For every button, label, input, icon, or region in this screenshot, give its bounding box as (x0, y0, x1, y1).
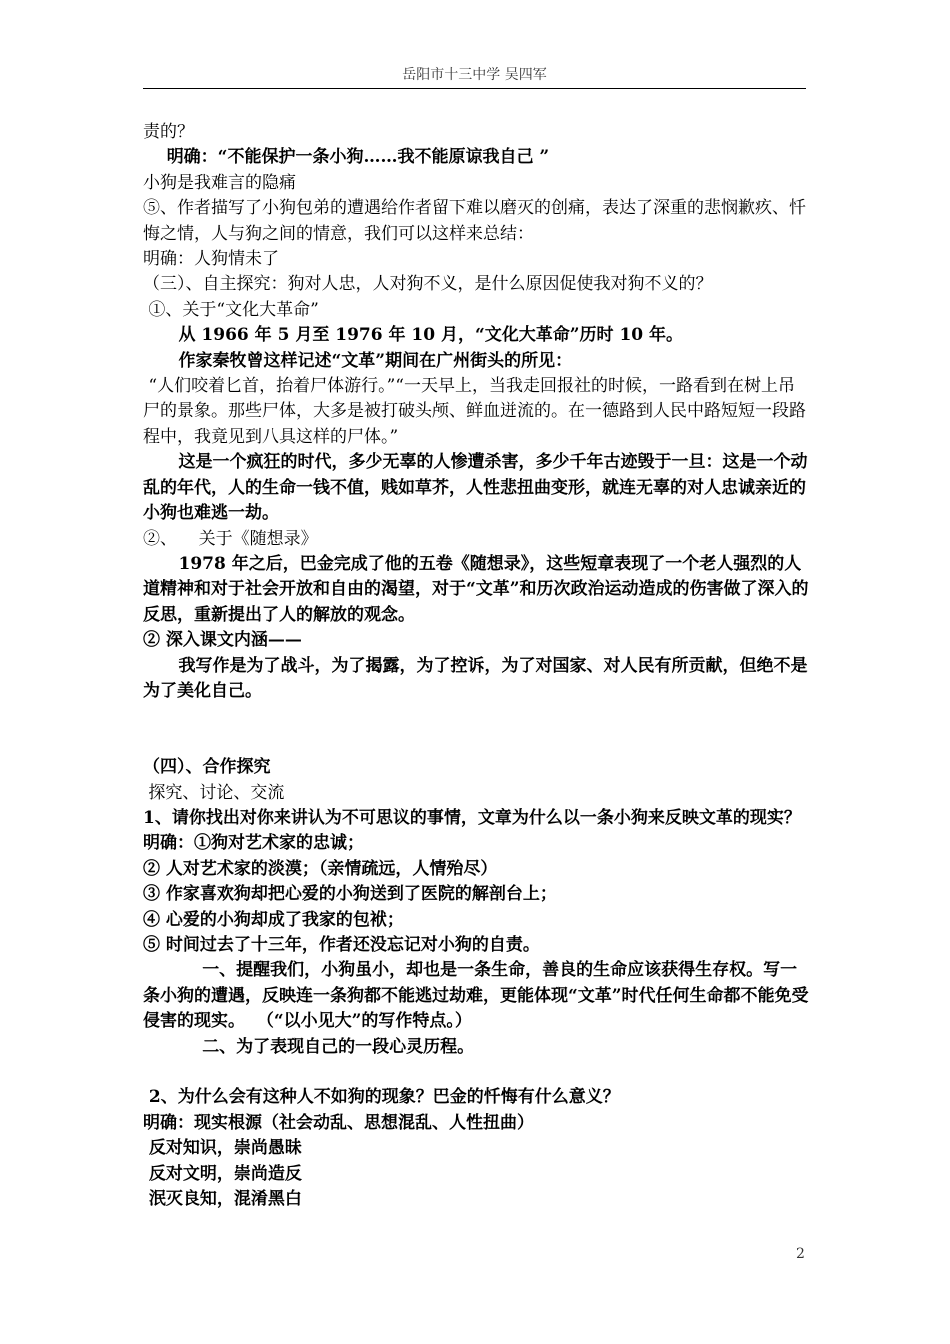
text-paragraph: 一、提醒我们，小狗虽小，却也是一条生命，善良的生命应该获得生存权。写一条小狗的遭遇，反映连一条狗都不能逃过劫难，更能体现“文革”时代任何生命都不能免受侵害的现实。 （“以小见大”的写作特点。） (143, 960, 809, 1032)
text-line: 明确：现实根源（社会动乱、思想混乱、人性扭曲） (143, 1112, 534, 1133)
text-line: 小狗是我难言的隐痛 (143, 172, 296, 193)
text-paragraph: 1978 年之后，巴金完成了他的五卷《随想录》，这些短章表现了一个老人强烈的人道精神和对于社会开放和自由的渴望，对于“文革”和历次政治运动造成的伤害做了深入的反思，重新提出了人的解放的观念。 (143, 553, 809, 625)
list-item: ② 人对艺术家的淡漠；（亲情疏远，人情殆尽） (143, 858, 498, 879)
text-line: ② 深入课文内涵—— (143, 630, 302, 651)
text-line: 明确：①狗对艺术家的忠诚； (143, 833, 364, 854)
text-paragraph: 我写作是为了战斗，为了揭露，为了控诉，为了对国家、对人民有所贡献，但绝不是为了美化自己。 (143, 655, 808, 701)
question: 2、为什么会有这种人不如狗的现象？巴金的忏悔有什么意义？ (143, 1087, 620, 1108)
list-item: 反对知识，崇尚愚昧 (143, 1138, 302, 1159)
list-item: 泯灭良知，混淆黑白 (143, 1189, 302, 1210)
text-line: ①、关于“文化大革命” (143, 299, 319, 320)
list-item: ③ 作家喜欢狗却把心爱的小狗送到了医院的解剖台上； (143, 884, 557, 905)
text-line: ②、 关于《随想录》 (143, 528, 318, 549)
page-header: 岳阳市十三中学 吴四军 (143, 64, 806, 89)
question: 1、请你找出对你来讲认为不可思议的事情，文章为什么以一条小狗来反映文革的现实？ (143, 807, 801, 828)
text-line: 责的？ (143, 122, 194, 142)
quote-paragraph: “人们咬着匕首，抬着尸体游行。”“一天早上，当我走回报社的时候，一路看到在树上吊尸的景象。那些尸体，大多是被打破头颅、鲜血迸流的。在一德路到人民中路短短一段路程中，我竟见到八具这样的尸体。” (143, 376, 806, 447)
text-line: 二、为了表现自己的一段心灵历程。 (143, 1036, 475, 1057)
section-heading: （四）、合作探究 (143, 757, 271, 778)
text-line: 从 1966 年 5 月至 1976 年 10 月，“文化大革命”历时 10 年。 (143, 325, 684, 346)
text-line: 明确：“不能保护一条小狗……我不能原谅我自己 ” (143, 147, 550, 168)
text-line: ⑤、作者描写了小狗包弟的遭遇给作者留下难以磨灭的创痛，表达了深重的悲悯歉疚、忏悔之情，人与狗之间的情意，我们可以这样来总结： (143, 198, 806, 244)
text-line: 探究、讨论、交流 (143, 782, 285, 803)
list-item: ④ 心爱的小狗却成了我家的包袱； (143, 909, 404, 930)
page-number: 2 (796, 1246, 805, 1262)
list-item: ⑤ 时间过去了十三年，作者还没忘记对小狗的自责。 (143, 934, 540, 955)
list-item: 反对文明，崇尚造反 (143, 1163, 302, 1184)
text-line: 明确：人狗情未了 (143, 249, 279, 270)
text-paragraph: 这是一个疯狂的时代，多少无辜的人惨遭杀害，多少千年古迹毁于一旦：这是一个动乱的年代，人的生命一钱不值，贱如草芥，人性悲扭曲变形，就连无辜的对人忠诚亲近的小狗也难逃一劫。 (143, 452, 808, 524)
text-line: 作家秦牧曾这样记述“文革”期间在广州街头的所见： (143, 350, 573, 371)
section-heading: （三）、自主探究：狗对人忠，人对狗不义，是什么原因促使我对狗不义的？ (143, 274, 713, 295)
document-body (143, 120, 811, 1212)
